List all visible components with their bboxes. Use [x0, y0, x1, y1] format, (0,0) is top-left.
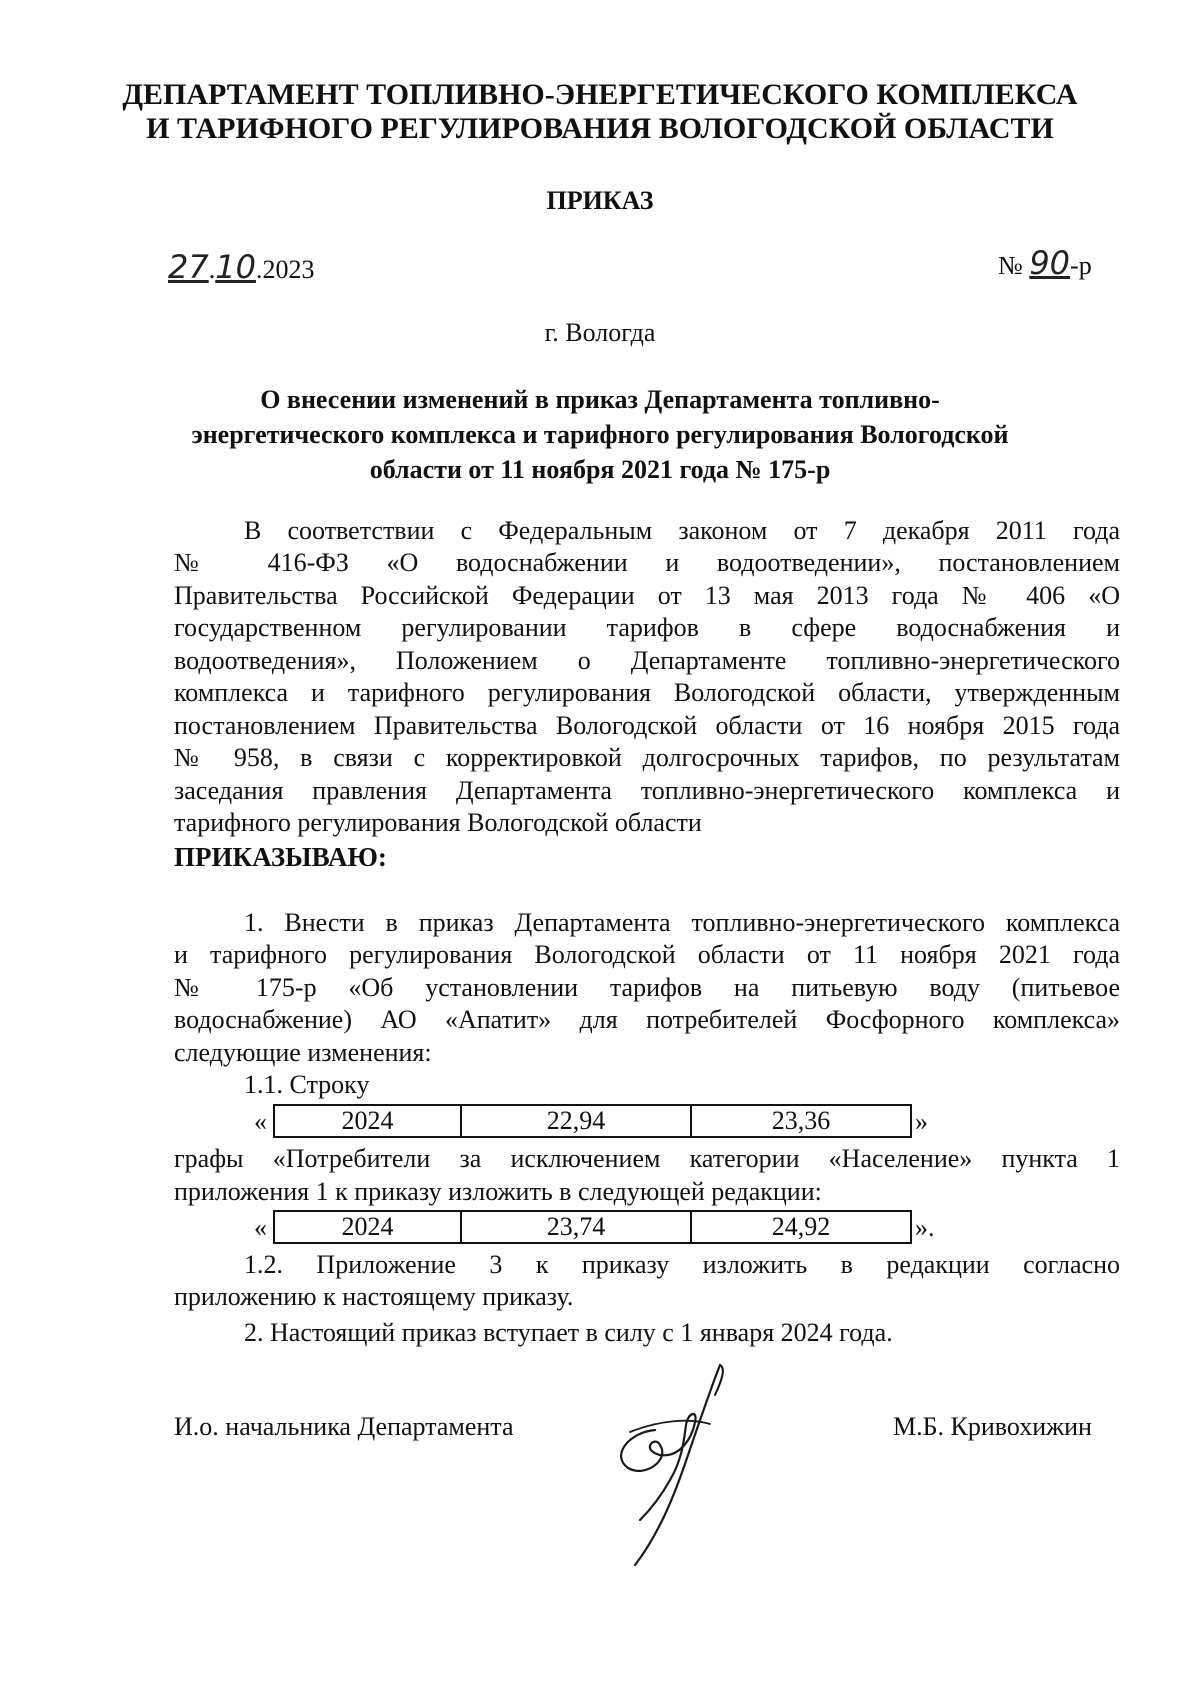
city: г. Вологда	[544, 318, 656, 347]
subject-line2: энергетического комплекса и тарифного регулирования Вологодской	[191, 420, 1009, 449]
preamble-line: Правительства Российской Федерации от 13 мая 2013 года № 406 «О	[174, 581, 1120, 610]
preamble-line: комплекса и тарифного регулирования Вологодской области, утвержденным	[174, 678, 1120, 707]
new-tariff-row-table	[273, 1210, 912, 1244]
preamble-line: государственном регулировании тарифов в сфере водоснабжения и	[174, 613, 1120, 642]
preamble-line: постановлением Правительства Вологодской области от 16 ноября 2015 года	[174, 711, 1120, 740]
table-cell-year: 2024	[274, 1211, 461, 1243]
table-cell-tariff: 24,92	[691, 1211, 911, 1243]
number-sign: №	[998, 251, 1023, 280]
document-date: 27.10.2023	[168, 248, 315, 286]
order-word: ПРИКАЗЫВАЮ:	[174, 842, 387, 872]
item1-line: водоснабжение) АО «Апатит» для потребителей Фосфорного комплекса»	[174, 1005, 1120, 1034]
item1-line: и тарифного регулирования Вологодской области от 11 ноября 2021 года	[174, 940, 1120, 969]
old-tariff-row-table	[273, 1104, 912, 1138]
document-number	[998, 244, 1092, 282]
date-year: .2023	[255, 255, 315, 284]
preamble-line: водоотведения», Положением о Департаменте топливно-энергетического	[174, 646, 1120, 675]
item1-line: 1. Внести в приказ Департамента топливно-энергетического комплекса	[244, 908, 1120, 937]
table-row	[274, 1211, 911, 1243]
number-suffix: -р	[1070, 251, 1092, 280]
item1-mid-line: приложения 1 к приказу изложить в следующей редакции:	[174, 1177, 822, 1206]
preamble-line: тарифного регулирования Вологодской области	[174, 808, 702, 837]
subitem-1-2-line: приложению к настоящему приказу.	[174, 1282, 574, 1311]
subitem-1-1-label: 1.1. Строку	[244, 1070, 370, 1099]
department-name-line1: ДЕПАРТАМЕНТ ТОПЛИВНО-ЭНЕРГЕТИЧЕСКОГО КОМПЛЕКСА	[122, 78, 1078, 111]
subject-line1: О внесении изменений в приказ Департамента топливно-	[260, 385, 940, 414]
old-row-close-quote: »	[915, 1107, 928, 1136]
handwritten-signature	[600, 1360, 780, 1570]
signatory-position: И.о. начальника Департамента	[174, 1412, 514, 1441]
table-cell-tariff: 22,94	[461, 1105, 691, 1137]
item1-line: следующие изменения:	[174, 1038, 432, 1067]
new-row-close-quote: ».	[915, 1213, 935, 1242]
preamble-line: В соответствии с Федеральным законом от 7 декабря 2011 года	[244, 516, 1120, 545]
item2-text: 2. Настоящий приказ вступает в силу с 1 января 2024 года.	[244, 1318, 893, 1347]
date-month-handwritten: 10	[215, 248, 256, 286]
subject-line3: области от 11 ноября 2021 года № 175-р	[369, 455, 831, 484]
item1-line: № 175-р «Об установлении тарифов на питьевую воду (питьевое	[174, 973, 1120, 1002]
date-day-handwritten: 27	[168, 248, 209, 286]
new-row-open-quote: «	[254, 1213, 267, 1242]
signature-graphic	[600, 1360, 780, 1570]
preamble-line: № 958, в связи с корректировкой долгосрочных тарифов, по результатам	[174, 743, 1120, 772]
table-cell-year: 2024	[274, 1105, 461, 1137]
department-name-line2: И ТАРИФНОГО РЕГУЛИРОВАНИЯ ВОЛОГОДСКОЙ ОБЛАСТИ	[146, 112, 1054, 145]
subitem-1-2-line: 1.2. Приложение 3 к приказу изложить в редакции согласно	[244, 1250, 1120, 1279]
item1-mid-line: графы «Потребители за исключением категории «Население» пункта 1	[174, 1144, 1120, 1173]
table-cell-tariff: 23,36	[691, 1105, 911, 1137]
signatory-name: М.Б. Кривохижин	[893, 1412, 1092, 1441]
preamble-line: № 416-ФЗ «О водоснабжении и водоотведении», постановлением	[174, 548, 1120, 577]
number-handwritten: 90	[1029, 244, 1071, 282]
table-row	[274, 1105, 911, 1137]
document-type-title: ПРИКАЗ	[546, 186, 654, 215]
preamble-line: заседания правления Департамента топливно-энергетического комплекса и	[174, 776, 1120, 805]
table-cell-tariff: 23,74	[461, 1211, 691, 1243]
old-row-open-quote: «	[254, 1107, 267, 1136]
